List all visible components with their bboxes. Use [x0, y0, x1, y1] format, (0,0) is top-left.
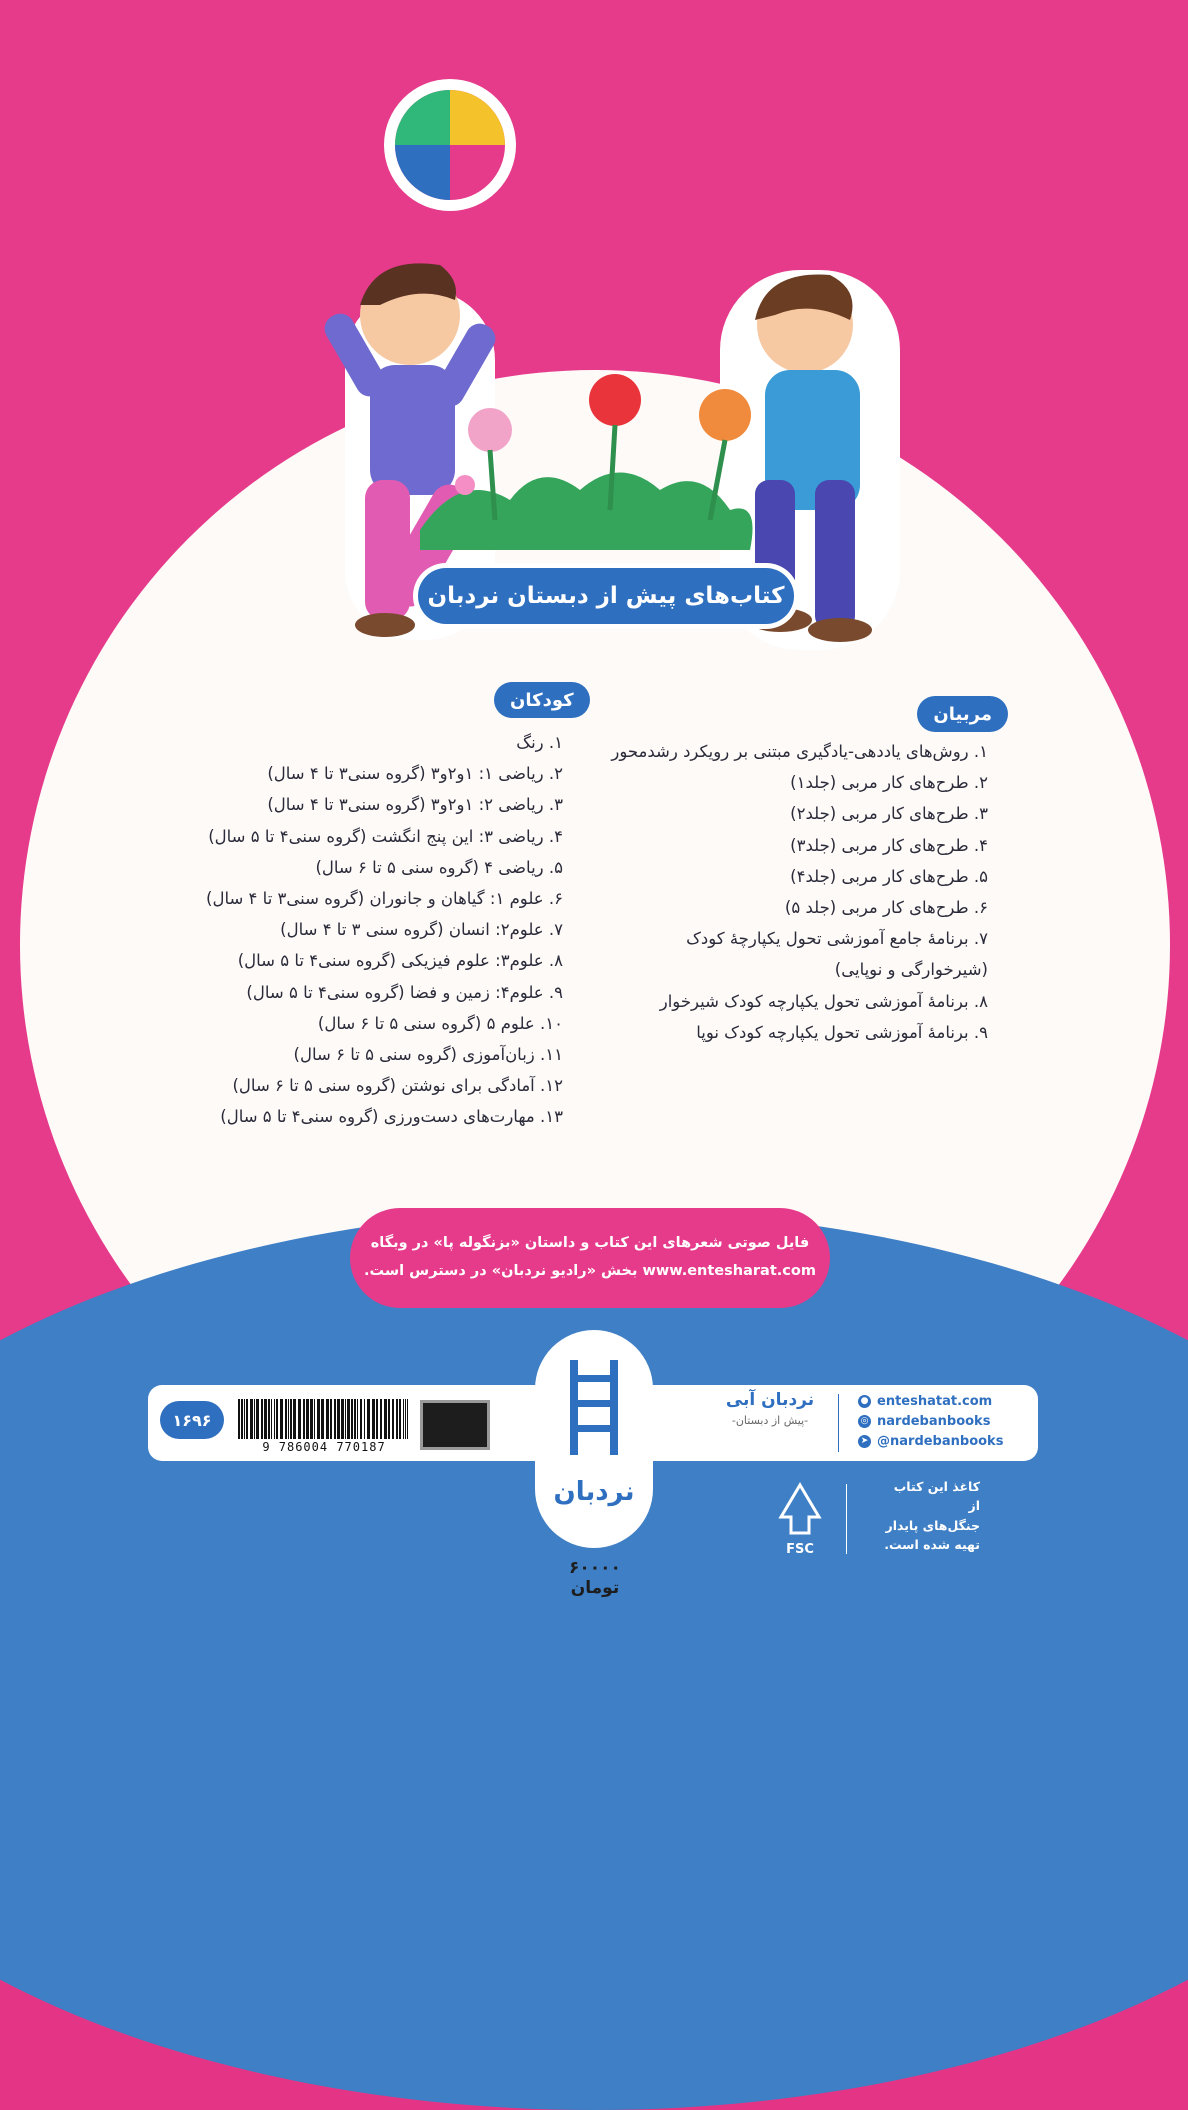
- series-title: کتاب‌های پیش از دبستان نردبان: [427, 583, 785, 609]
- barcode-bar: [357, 1399, 358, 1439]
- barcode-bar: [399, 1399, 401, 1439]
- svg-text:نردبان: نردبان: [553, 1477, 635, 1507]
- barcode-bar: [254, 1399, 255, 1439]
- barcode-bar: [290, 1399, 292, 1439]
- barcode-bar: [364, 1399, 365, 1439]
- list-item: ۸. برنامهٔ آموزشی تحول یکپارچه کودک شیرخوار: [659, 991, 988, 1011]
- social-links: [858, 1391, 1003, 1451]
- barcode-bar: [321, 1399, 324, 1439]
- list-item: ۸. علوم۳: علوم فیزیکی (گروه سنی۴ تا ۵ سال): [237, 951, 563, 971]
- list-item: ۵. طرح‌های کار مربی (جلد۴): [790, 866, 988, 886]
- svg-text:FSC: FSC: [786, 1542, 814, 1557]
- barcode-bar: [388, 1399, 390, 1439]
- list-item: ۷. علوم۲: انسان (گروه سنی ۳ تا ۴ سال): [280, 920, 563, 940]
- list-item: ۷. برنامهٔ جامع آموزشی تحول یکپارچهٔ کودک: [686, 929, 988, 949]
- barcode-bar: [392, 1399, 394, 1439]
- barcode-bar: [244, 1399, 245, 1439]
- hologram-sticker: [420, 1400, 490, 1450]
- barcode-bar: [317, 1399, 320, 1439]
- instagram-icon: ◎: [858, 1415, 871, 1428]
- barcode-bar: [367, 1399, 370, 1439]
- barcode-bar: [314, 1399, 315, 1439]
- educators-list: [611, 736, 988, 1048]
- barcode-bar: [334, 1399, 336, 1439]
- list-item: ۳. ریاضی ۲: ۱و۲و۳ (گروه سنی۳ تا ۴ سال): [267, 795, 563, 815]
- isbn-number: 9 786004 770187: [262, 1440, 386, 1454]
- ladder-logo-icon: [552, 1350, 636, 1530]
- barcode-bar: [341, 1399, 344, 1439]
- barcode-bar: [298, 1399, 301, 1439]
- list-item: (شیرخوارگی و نوپایی): [834, 960, 988, 980]
- barcode-bar: [354, 1399, 356, 1439]
- barcode-bar: [261, 1399, 263, 1439]
- fsc-note: کاغذ این کتاب از جنگل‌های پایدار تهیه شده است.: [884, 1479, 980, 1553]
- list-item: ۹. برنامهٔ آموزشی تحول یکپارچه کودک نوپا: [696, 1022, 988, 1042]
- barcode-bar: [250, 1399, 253, 1439]
- divider: [838, 1394, 839, 1452]
- audio-notice: [350, 1208, 830, 1308]
- barcode-bar: [337, 1399, 340, 1439]
- barcode-bar: [396, 1399, 398, 1439]
- barcode-bar: [351, 1399, 353, 1439]
- list-item: ۶. طرح‌های کار مربی (جلد ۵): [784, 897, 988, 917]
- barcode-bar: [274, 1399, 275, 1439]
- list-item: ۱. رنگ: [516, 733, 563, 752]
- barcode-bar: [271, 1399, 272, 1439]
- barcode-bar: [288, 1399, 289, 1439]
- audio-notice-line1: فایل صوتی شعرهای این کتاب و داستان «بزنگوله پا» در وبگاه: [370, 1235, 810, 1252]
- list-item: ۱۰. علوم ۵ (گروه سنی ۵ تا ۶ سال): [317, 1013, 563, 1033]
- barcode-bar: [303, 1399, 305, 1439]
- barcode-bar: [246, 1399, 248, 1439]
- globe-icon: ●: [858, 1395, 871, 1408]
- catalog-number: ۱۶۹۶: [160, 1401, 224, 1439]
- fsc-divider: [846, 1484, 847, 1554]
- list-item: ۳. طرح‌های کار مربی (جلد۲): [790, 804, 988, 824]
- list-item: ۱. روش‌های یاددهی-یادگیری مبتنی بر رویکرد رشدمحور: [611, 742, 988, 761]
- barcode-bar: [384, 1399, 387, 1439]
- website-link[interactable]: ● enteshatat.com: [858, 1391, 1003, 1411]
- barcode-bar: [306, 1399, 309, 1439]
- barcode-bar: [405, 1399, 406, 1439]
- children-heading: کودکان: [494, 682, 590, 718]
- barcode-bar: [360, 1399, 362, 1439]
- list-item: ۴. طرح‌های کار مربی (جلد۳): [790, 835, 988, 855]
- brand-subtitle: -پیش از دبستان-: [731, 1414, 809, 1427]
- brand-name: نردبان آبی: [725, 1390, 815, 1410]
- barcode-bar: [347, 1399, 350, 1439]
- barcode-bar: [280, 1399, 283, 1439]
- barcode-bar: [285, 1399, 287, 1439]
- brand-block: [706, 1390, 834, 1427]
- educators-heading: مربیان: [917, 696, 1008, 732]
- price: ۶۰۰۰۰ تومان: [569, 1558, 621, 1598]
- fsc-tree-icon: [773, 1481, 827, 1559]
- barcode-bar: [345, 1399, 346, 1439]
- barcode-bar: [256, 1399, 259, 1439]
- children-list: [206, 727, 563, 1132]
- list-item: ۶. علوم ۱: گیاهان و جانوران (گروه سنی۳ تا ۴ سال): [206, 888, 563, 908]
- barcode-bar: [372, 1399, 375, 1439]
- list-item: ۱۱. زبان‌آموزی (گروه سنی ۵ تا ۶ سال): [293, 1044, 563, 1064]
- list-item: ۲. ریاضی ۱: ۱و۲و۳ (گروه سنی۳ تا ۴ سال): [267, 764, 563, 784]
- list-item: ۲. طرح‌های کار مربی (جلد۱): [790, 773, 988, 793]
- barcode-bar: [376, 1399, 378, 1439]
- list-item: ۱۳. مهارت‌های دست‌ورزی (گروه سنی۴ تا ۵ سال): [220, 1107, 563, 1127]
- series-title-pill: [418, 568, 794, 624]
- barcode-bar: [276, 1399, 278, 1439]
- list-item: ۴. ریاضی ۳: این پنج انگشت (گروه سنی۴ تا ۵ سال): [208, 826, 563, 846]
- audio-notice-line2: www.entesharat.com بخش «رادیو نردبان» در دسترس است.: [364, 1263, 816, 1279]
- telegram-icon: ➤: [858, 1435, 871, 1448]
- barcode-bar: [293, 1399, 296, 1439]
- list-item: ۹. علوم۴: زمین و فضا (گروه سنی۴ تا ۵ سال): [246, 982, 563, 1002]
- list-item: ۱۲. آمادگی برای نوشتن (گروه سنی ۵ تا ۶ سال): [232, 1076, 563, 1096]
- list-item: ۵. ریاضی ۴ (گروه سنی ۵ تا ۶ سال): [315, 857, 563, 877]
- instagram-link[interactable]: ◎ nardebanbooks: [858, 1411, 1003, 1431]
- barcode-bar: [326, 1399, 329, 1439]
- barcode-bar: [403, 1399, 404, 1439]
- barcode-bar: [268, 1399, 270, 1439]
- barcode-bar: [238, 1399, 240, 1439]
- ball-icon: [384, 79, 516, 211]
- barcode-bar: [241, 1399, 243, 1439]
- telegram-link[interactable]: ➤ @nardebanbooks: [858, 1431, 1003, 1451]
- barcode-bar: [264, 1399, 267, 1439]
- barcode-bar: [407, 1399, 408, 1439]
- barcode-bar: [330, 1399, 332, 1439]
- barcode-bar: [310, 1399, 313, 1439]
- barcode-bar: [380, 1399, 382, 1439]
